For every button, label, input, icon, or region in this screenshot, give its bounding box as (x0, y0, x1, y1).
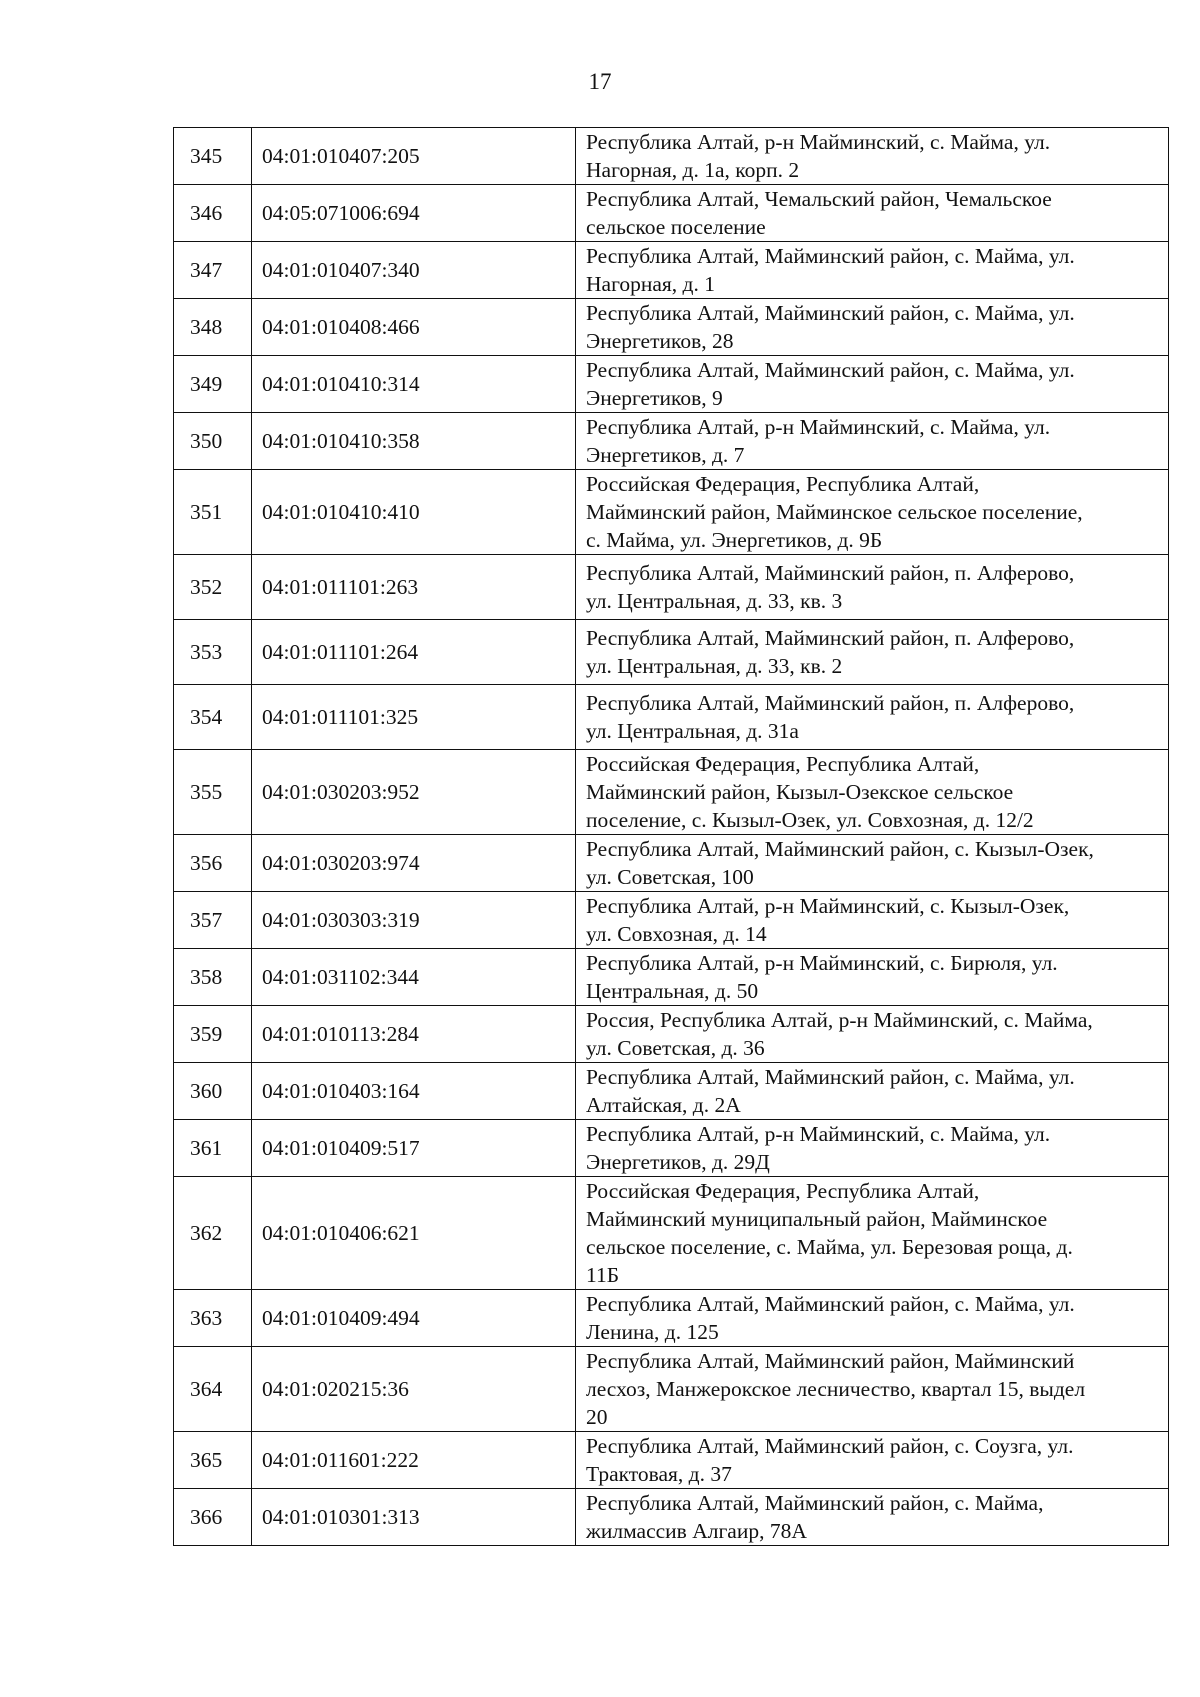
address-line: Энергетиков, д. 7 (586, 443, 745, 467)
address-cell (576, 949, 1169, 1006)
address-line: Республика Алтай, р-н Майминский, с. Бирюля, ул. (586, 951, 1058, 975)
row-number: 345 (174, 128, 252, 185)
table-row (174, 185, 1169, 242)
cadastral-number: 04:01:031102:344 (252, 949, 576, 1006)
address-line: Энергетиков, 28 (586, 329, 734, 353)
address-line: Республика Алтай, р-н Майминский, с. Майма, ул. (586, 130, 1051, 154)
table-row (174, 1432, 1169, 1489)
row-number: 361 (174, 1120, 252, 1177)
cadastral-number: 04:01:010408:466 (252, 299, 576, 356)
row-number: 356 (174, 835, 252, 892)
cadastral-number: 04:01:030303:319 (252, 892, 576, 949)
address-cell (576, 128, 1169, 185)
row-number: 357 (174, 892, 252, 949)
address-line: ул. Советская, 100 (586, 865, 754, 889)
address-line: Нагорная, д. 1а, корп. 2 (586, 158, 800, 182)
address-line: ул. Центральная, д. 33, кв. 3 (586, 589, 843, 613)
address-cell (576, 1347, 1169, 1432)
table-row (174, 892, 1169, 949)
address-line: Республика Алтай, Майминский район, с. Майма, ул. (586, 1065, 1075, 1089)
address-line: Майминский муниципальный район, Майминское (586, 1207, 1048, 1231)
address-line: поселение, с. Кызыл-Озек, ул. Совхозная, д. 12/2 (586, 808, 1034, 832)
row-number: 354 (174, 685, 252, 750)
table-row (174, 1347, 1169, 1432)
cadastral-number: 04:01:020215:36 (252, 1347, 576, 1432)
cadastral-number: 04:01:010409:494 (252, 1290, 576, 1347)
cadastral-number: 04:01:010113:284 (252, 1006, 576, 1063)
cadastral-number: 04:01:011101:325 (252, 685, 576, 750)
table-row (174, 555, 1169, 620)
row-number: 362 (174, 1177, 252, 1290)
property-table (173, 127, 1169, 1546)
address-line: Республика Алтай, Майминский район, п. Алферово, (586, 561, 1075, 585)
address-line: Республика Алтай, р-н Майминский, с. Кызыл-Озек, (586, 894, 1070, 918)
cadastral-number: 04:01:010407:340 (252, 242, 576, 299)
cadastral-number: 04:01:010301:313 (252, 1489, 576, 1546)
address-line: ул. Центральная, д. 31а (586, 719, 799, 743)
address-cell (576, 892, 1169, 949)
address-cell (576, 1290, 1169, 1347)
address-line: Трактовая, д. 37 (586, 1462, 732, 1486)
row-number: 349 (174, 356, 252, 413)
cadastral-number: 04:01:011601:222 (252, 1432, 576, 1489)
cadastral-number: 04:01:010409:517 (252, 1120, 576, 1177)
address-line: ул. Центральная, д. 33, кв. 2 (586, 654, 843, 678)
cadastral-number: 04:01:011101:264 (252, 620, 576, 685)
address-line: Республика Алтай, Майминский район, с. Кызыл-Озек, (586, 837, 1094, 861)
address-cell (576, 356, 1169, 413)
address-cell (576, 1120, 1169, 1177)
cadastral-number: 04:01:030203:974 (252, 835, 576, 892)
table-row (174, 356, 1169, 413)
row-number: 363 (174, 1290, 252, 1347)
table-row (174, 685, 1169, 750)
address-line: 20 (586, 1405, 608, 1429)
address-line: Ленина, д. 125 (586, 1320, 719, 1344)
address-line: Республика Алтай, Майминский район, Майминский (586, 1349, 1075, 1373)
row-number: 351 (174, 470, 252, 555)
address-cell (576, 835, 1169, 892)
table-row (174, 128, 1169, 185)
address-line: Республика Алтай, р-н Майминский, с. Майма, ул. (586, 1122, 1051, 1146)
address-cell (576, 299, 1169, 356)
address-line: Энергетиков, д. 29Д (586, 1150, 770, 1174)
cadastral-number: 04:01:010403:164 (252, 1063, 576, 1120)
row-number: 353 (174, 620, 252, 685)
address-cell (576, 1063, 1169, 1120)
row-number: 360 (174, 1063, 252, 1120)
cadastral-number: 04:01:011101:263 (252, 555, 576, 620)
row-number: 350 (174, 413, 252, 470)
table-row (174, 1290, 1169, 1347)
address-line: Республика Алтай, Майминский район, с. Майма, ул. (586, 244, 1075, 268)
address-line: Республика Алтай, Майминский район, с. Соузга, ул. (586, 1434, 1074, 1458)
address-line: лесхоз, Манжерокское лесничество, квартал 15, выдел (586, 1377, 1086, 1401)
cadastral-number: 04:01:010410:410 (252, 470, 576, 555)
address-line: Энергетиков, 9 (586, 386, 723, 410)
address-line: ул. Совхозная, д. 14 (586, 922, 767, 946)
table-row (174, 1120, 1169, 1177)
address-cell (576, 470, 1169, 555)
row-number: 352 (174, 555, 252, 620)
address-line: ул. Советская, д. 36 (586, 1036, 765, 1060)
address-line: Нагорная, д. 1 (586, 272, 715, 296)
address-line: Российская Федерация, Республика Алтай, (586, 1179, 980, 1203)
cadastral-number: 04:01:010410:314 (252, 356, 576, 413)
address-line: сельское поселение, с. Майма, ул. Березовая роща, д. (586, 1235, 1073, 1259)
table-row (174, 470, 1169, 555)
table-row (174, 1489, 1169, 1546)
row-number: 364 (174, 1347, 252, 1432)
table-body (174, 128, 1169, 1546)
table-row (174, 949, 1169, 1006)
address-line: Республика Алтай, Майминский район, п. Алферово, (586, 691, 1075, 715)
address-cell (576, 242, 1169, 299)
row-number: 355 (174, 750, 252, 835)
address-line: с. Майма, ул. Энергетиков, д. 9Б (586, 528, 883, 552)
address-line: Российская Федерация, Республика Алтай, (586, 472, 980, 496)
row-number: 358 (174, 949, 252, 1006)
address-line: Республика Алтай, Майминский район, с. Майма, (586, 1491, 1044, 1515)
address-cell (576, 750, 1169, 835)
address-line: Алтайская, д. 2А (586, 1093, 741, 1117)
address-cell (576, 620, 1169, 685)
address-cell (576, 1489, 1169, 1546)
table-row (174, 1063, 1169, 1120)
address-line: Республика Алтай, Чемальский район, Чемальское (586, 187, 1052, 211)
address-line: Россия, Республика Алтай, р-н Майминский, с. Майма, (586, 1008, 1093, 1032)
cadastral-number: 04:01:010410:358 (252, 413, 576, 470)
table-row (174, 835, 1169, 892)
address-cell (576, 685, 1169, 750)
table-row (174, 620, 1169, 685)
address-line: Республика Алтай, Майминский район, с. Майма, ул. (586, 1292, 1075, 1316)
address-line: Майминский район, Майминское сельское поселение, (586, 500, 1083, 524)
address-line: 11Б (586, 1263, 620, 1287)
address-cell (576, 1432, 1169, 1489)
row-number: 366 (174, 1489, 252, 1546)
address-cell (576, 185, 1169, 242)
row-number: 346 (174, 185, 252, 242)
table-row (174, 1006, 1169, 1063)
address-line: Российская Федерация, Республика Алтай, (586, 752, 980, 776)
table-row (174, 750, 1169, 835)
address-cell (576, 1177, 1169, 1290)
row-number: 348 (174, 299, 252, 356)
address-line: Республика Алтай, р-н Майминский, с. Майма, ул. (586, 415, 1051, 439)
address-line: сельское поселение (586, 215, 766, 239)
address-line: Республика Алтай, Майминский район, п. Алферово, (586, 626, 1075, 650)
row-number: 359 (174, 1006, 252, 1063)
row-number: 347 (174, 242, 252, 299)
page-number: 17 (588, 69, 612, 94)
address-line: Майминский район, Кызыл-Озекское сельское (586, 780, 1014, 804)
row-number: 365 (174, 1432, 252, 1489)
cadastral-number: 04:01:030203:952 (252, 750, 576, 835)
table-row (174, 299, 1169, 356)
table-row (174, 242, 1169, 299)
cadastral-number: 04:01:010407:205 (252, 128, 576, 185)
table-row (174, 413, 1169, 470)
address-cell (576, 413, 1169, 470)
address-cell (576, 555, 1169, 620)
address-line: жилмассив Алгаир, 78А (586, 1519, 807, 1543)
address-line: Республика Алтай, Майминский район, с. Майма, ул. (586, 358, 1075, 382)
address-cell (576, 1006, 1169, 1063)
address-line: Республика Алтай, Майминский район, с. Майма, ул. (586, 301, 1075, 325)
cadastral-number: 04:01:010406:621 (252, 1177, 576, 1290)
address-line: Центральная, д. 50 (586, 979, 759, 1003)
cadastral-number: 04:05:071006:694 (252, 185, 576, 242)
table-row (174, 1177, 1169, 1290)
